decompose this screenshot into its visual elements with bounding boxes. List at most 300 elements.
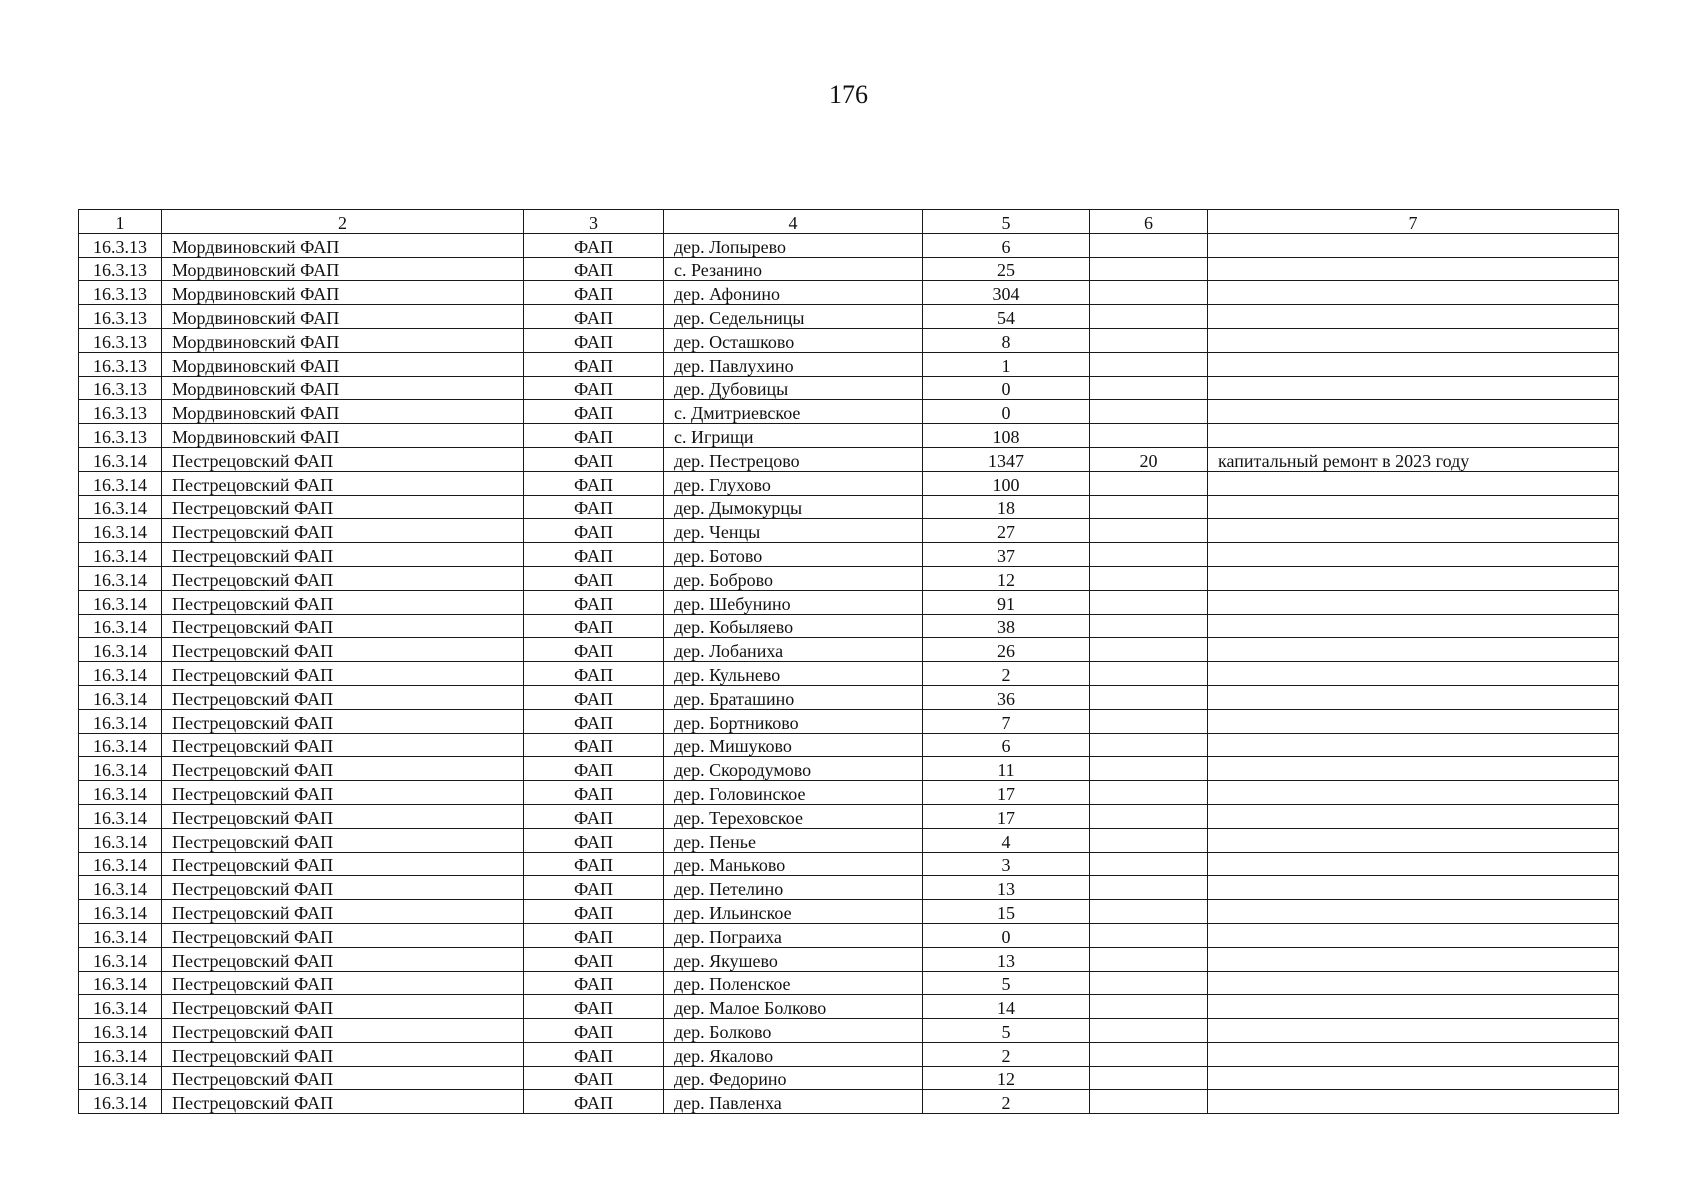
facility-type-cell: ФАП [524, 685, 664, 709]
col-6-value-cell [1090, 352, 1208, 376]
row-code-cell: 16.3.14 [79, 828, 162, 852]
facility-type-cell: ФАП [524, 447, 664, 471]
facility-name-cell: Пестрецовский ФАП [162, 852, 524, 876]
facility-type-cell: ФАП [524, 1042, 664, 1066]
header-col-7: 7 [1208, 210, 1619, 234]
settlement-cell: дер. Бортниково [664, 709, 923, 733]
facilities-table [78, 209, 1619, 1114]
row-code-cell: 16.3.14 [79, 1019, 162, 1043]
table-row [79, 447, 1619, 471]
facility-type-cell: ФАП [524, 804, 664, 828]
table-row [79, 900, 1619, 924]
row-code-cell: 16.3.14 [79, 971, 162, 995]
settlement-cell: дер. Федорино [664, 1066, 923, 1090]
facility-type-cell: ФАП [524, 328, 664, 352]
col-6-value-cell [1090, 733, 1208, 757]
note-cell [1208, 709, 1619, 733]
facility-name-cell: Пестрецовский ФАП [162, 1042, 524, 1066]
col-6-value-cell [1090, 923, 1208, 947]
table-row [79, 923, 1619, 947]
row-code-cell: 16.3.14 [79, 995, 162, 1019]
col-6-value-cell [1090, 1019, 1208, 1043]
facility-type-cell: ФАП [524, 519, 664, 543]
row-code-cell: 16.3.14 [79, 709, 162, 733]
page-number: 176 [829, 80, 868, 109]
facility-name-cell: Пестрецовский ФАП [162, 781, 524, 805]
col-6-value-cell [1090, 947, 1208, 971]
note-cell [1208, 804, 1619, 828]
table-row [79, 376, 1619, 400]
note-cell [1208, 233, 1619, 257]
settlement-cell: дер. Малое Болково [664, 995, 923, 1019]
note-cell [1208, 947, 1619, 971]
facility-name-cell: Мордвиновский ФАП [162, 400, 524, 424]
table-row [79, 804, 1619, 828]
population-cell: 12 [923, 566, 1090, 590]
col-6-value-cell [1090, 495, 1208, 519]
header-col-4: 4 [664, 210, 923, 234]
population-cell: 13 [923, 876, 1090, 900]
facility-type-cell: ФАП [524, 257, 664, 281]
facility-type-cell: ФАП [524, 400, 664, 424]
header-col-1: 1 [79, 210, 162, 234]
table-row [79, 757, 1619, 781]
note-cell [1208, 900, 1619, 924]
col-6-value-cell [1090, 1042, 1208, 1066]
population-cell: 6 [923, 233, 1090, 257]
settlement-cell: дер. Кобыляево [664, 614, 923, 638]
facility-name-cell: Пестрецовский ФАП [162, 662, 524, 686]
facility-type-cell: ФАП [524, 471, 664, 495]
row-code-cell: 16.3.14 [79, 495, 162, 519]
note-cell [1208, 971, 1619, 995]
col-6-value-cell [1090, 376, 1208, 400]
facility-type-cell: ФАП [524, 590, 664, 614]
facility-type-cell: ФАП [524, 995, 664, 1019]
row-code-cell: 16.3.13 [79, 257, 162, 281]
row-code-cell: 16.3.14 [79, 900, 162, 924]
col-6-value-cell [1090, 995, 1208, 1019]
header-col-3: 3 [524, 210, 664, 234]
population-cell: 304 [923, 281, 1090, 305]
facility-type-cell: ФАП [524, 757, 664, 781]
note-cell [1208, 352, 1619, 376]
col-6-value-cell [1090, 257, 1208, 281]
facility-name-cell: Мордвиновский ФАП [162, 305, 524, 329]
col-6-value-cell [1090, 281, 1208, 305]
facility-name-cell: Пестрецовский ФАП [162, 757, 524, 781]
facility-name-cell: Пестрецовский ФАП [162, 447, 524, 471]
table-row [79, 876, 1619, 900]
col-6-value-cell [1090, 852, 1208, 876]
population-cell: 108 [923, 424, 1090, 448]
settlement-cell: дер. Дымокурцы [664, 495, 923, 519]
col-6-value-cell [1090, 781, 1208, 805]
header-col-6: 6 [1090, 210, 1208, 234]
settlement-cell: дер. Петелино [664, 876, 923, 900]
col-6-value-cell [1090, 519, 1208, 543]
facility-name-cell: Мордвиновский ФАП [162, 424, 524, 448]
note-cell [1208, 376, 1619, 400]
facility-type-cell: ФАП [524, 900, 664, 924]
facility-type-cell: ФАП [524, 1019, 664, 1043]
settlement-cell: дер. Боброво [664, 566, 923, 590]
settlement-cell: дер. Осташково [664, 328, 923, 352]
table-row [79, 709, 1619, 733]
settlement-cell: дер. Кульнево [664, 662, 923, 686]
population-cell: 7 [923, 709, 1090, 733]
note-cell: капитальный ремонт в 2023 году [1208, 447, 1619, 471]
population-cell: 5 [923, 1019, 1090, 1043]
facility-type-cell: ФАП [524, 281, 664, 305]
facility-name-cell: Пестрецовский ФАП [162, 1019, 524, 1043]
col-6-value-cell [1090, 828, 1208, 852]
row-code-cell: 16.3.14 [79, 614, 162, 638]
table-row [79, 1019, 1619, 1043]
note-cell [1208, 471, 1619, 495]
table-row [79, 733, 1619, 757]
col-6-value-cell [1090, 566, 1208, 590]
population-cell: 17 [923, 804, 1090, 828]
table-row [79, 495, 1619, 519]
row-code-cell: 16.3.13 [79, 376, 162, 400]
note-cell [1208, 923, 1619, 947]
facility-name-cell: Пестрецовский ФАП [162, 828, 524, 852]
facility-name-cell: Пестрецовский ФАП [162, 900, 524, 924]
note-cell [1208, 328, 1619, 352]
note-cell [1208, 638, 1619, 662]
population-cell: 1 [923, 352, 1090, 376]
table-row [79, 328, 1619, 352]
note-cell [1208, 852, 1619, 876]
facility-type-cell: ФАП [524, 352, 664, 376]
settlement-cell: дер. Лобаниха [664, 638, 923, 662]
header-row [79, 210, 1619, 234]
facility-type-cell: ФАП [524, 1090, 664, 1114]
facility-type-cell: ФАП [524, 305, 664, 329]
note-cell [1208, 257, 1619, 281]
table-row [79, 400, 1619, 424]
settlement-cell: дер. Головинское [664, 781, 923, 805]
settlement-cell: дер. Браташино [664, 685, 923, 709]
settlement-cell: дер. Ченцы [664, 519, 923, 543]
row-code-cell: 16.3.14 [79, 781, 162, 805]
row-code-cell: 16.3.13 [79, 328, 162, 352]
facility-name-cell: Пестрецовский ФАП [162, 519, 524, 543]
table-row [79, 971, 1619, 995]
facility-name-cell: Мордвиновский ФАП [162, 352, 524, 376]
row-code-cell: 16.3.14 [79, 733, 162, 757]
row-code-cell: 16.3.14 [79, 1042, 162, 1066]
settlement-cell: дер. Седельницы [664, 305, 923, 329]
col-6-value-cell [1090, 1090, 1208, 1114]
note-cell [1208, 876, 1619, 900]
table-row [79, 1066, 1619, 1090]
facility-type-cell: ФАП [524, 876, 664, 900]
population-cell: 1347 [923, 447, 1090, 471]
population-cell: 2 [923, 1042, 1090, 1066]
facility-name-cell: Пестрецовский ФАП [162, 709, 524, 733]
note-cell [1208, 566, 1619, 590]
settlement-cell: дер. Павленха [664, 1090, 923, 1114]
settlement-cell: с. Игрищи [664, 424, 923, 448]
row-code-cell: 16.3.14 [79, 543, 162, 567]
settlement-cell: дер. Болково [664, 1019, 923, 1043]
facility-type-cell: ФАП [524, 638, 664, 662]
facility-name-cell: Пестрецовский ФАП [162, 804, 524, 828]
facility-type-cell: ФАП [524, 828, 664, 852]
row-code-cell: 16.3.14 [79, 804, 162, 828]
table-row [79, 947, 1619, 971]
note-cell [1208, 828, 1619, 852]
row-code-cell: 16.3.14 [79, 590, 162, 614]
col-6-value-cell [1090, 424, 1208, 448]
col-6-value-cell [1090, 804, 1208, 828]
population-cell: 54 [923, 305, 1090, 329]
population-cell: 18 [923, 495, 1090, 519]
row-code-cell: 16.3.14 [79, 876, 162, 900]
table-row [79, 1090, 1619, 1114]
col-6-value-cell [1090, 590, 1208, 614]
col-6-value-cell [1090, 638, 1208, 662]
settlement-cell: с. Резанино [664, 257, 923, 281]
table-row [79, 828, 1619, 852]
table-row [79, 281, 1619, 305]
table-header [79, 210, 1619, 234]
population-cell: 12 [923, 1066, 1090, 1090]
facility-name-cell: Пестрецовский ФАП [162, 685, 524, 709]
col-6-value-cell [1090, 971, 1208, 995]
settlement-cell: с. Дмитриевское [664, 400, 923, 424]
facility-type-cell: ФАП [524, 543, 664, 567]
note-cell [1208, 614, 1619, 638]
facility-name-cell: Мордвиновский ФАП [162, 233, 524, 257]
facility-type-cell: ФАП [524, 733, 664, 757]
settlement-cell: дер. Лопырево [664, 233, 923, 257]
col-6-value-cell [1090, 328, 1208, 352]
facility-type-cell: ФАП [524, 1066, 664, 1090]
table-row [79, 852, 1619, 876]
facility-name-cell: Мордвиновский ФАП [162, 328, 524, 352]
row-code-cell: 16.3.13 [79, 400, 162, 424]
row-code-cell: 16.3.13 [79, 305, 162, 329]
settlement-cell: дер. Тереховское [664, 804, 923, 828]
row-code-cell: 16.3.13 [79, 352, 162, 376]
note-cell [1208, 662, 1619, 686]
settlement-cell: дер. Якалово [664, 1042, 923, 1066]
row-code-cell: 16.3.14 [79, 757, 162, 781]
col-6-value-cell [1090, 233, 1208, 257]
table-row [79, 352, 1619, 376]
facility-type-cell: ФАП [524, 923, 664, 947]
note-cell [1208, 781, 1619, 805]
population-cell: 11 [923, 757, 1090, 781]
col-6-value-cell [1090, 876, 1208, 900]
table-body [79, 233, 1619, 1113]
header-col-2: 2 [162, 210, 524, 234]
population-cell: 5 [923, 971, 1090, 995]
table-row [79, 233, 1619, 257]
settlement-cell: дер. Якушево [664, 947, 923, 971]
table-row [79, 1042, 1619, 1066]
facility-type-cell: ФАП [524, 233, 664, 257]
population-cell: 0 [923, 400, 1090, 424]
facility-name-cell: Пестрецовский ФАП [162, 614, 524, 638]
table-row [79, 781, 1619, 805]
facility-name-cell: Пестрецовский ФАП [162, 495, 524, 519]
facility-name-cell: Пестрецовский ФАП [162, 471, 524, 495]
population-cell: 2 [923, 662, 1090, 686]
table-row [79, 305, 1619, 329]
col-6-value-cell [1090, 471, 1208, 495]
row-code-cell: 16.3.14 [79, 1090, 162, 1114]
col-6-value-cell [1090, 757, 1208, 781]
row-code-cell: 16.3.14 [79, 519, 162, 543]
population-cell: 25 [923, 257, 1090, 281]
note-cell [1208, 995, 1619, 1019]
row-code-cell: 16.3.14 [79, 566, 162, 590]
population-cell: 27 [923, 519, 1090, 543]
note-cell [1208, 424, 1619, 448]
row-code-cell: 16.3.14 [79, 1066, 162, 1090]
table-row [79, 519, 1619, 543]
facility-name-cell: Мордвиновский ФАП [162, 281, 524, 305]
note-cell [1208, 1066, 1619, 1090]
table-row [79, 590, 1619, 614]
table-row [79, 424, 1619, 448]
row-code-cell: 16.3.14 [79, 662, 162, 686]
population-cell: 37 [923, 543, 1090, 567]
facility-type-cell: ФАП [524, 947, 664, 971]
table-row [79, 614, 1619, 638]
note-cell [1208, 1042, 1619, 1066]
col-6-value-cell [1090, 709, 1208, 733]
population-cell: 14 [923, 995, 1090, 1019]
note-cell [1208, 757, 1619, 781]
row-code-cell: 16.3.14 [79, 638, 162, 662]
table-row [79, 995, 1619, 1019]
settlement-cell: дер. Скородумово [664, 757, 923, 781]
population-cell: 3 [923, 852, 1090, 876]
col-6-value-cell [1090, 662, 1208, 686]
facility-name-cell: Пестрецовский ФАП [162, 923, 524, 947]
population-cell: 8 [923, 328, 1090, 352]
col-6-value-cell [1090, 400, 1208, 424]
note-cell [1208, 400, 1619, 424]
facility-name-cell: Пестрецовский ФАП [162, 543, 524, 567]
settlement-cell: дер. Пенье [664, 828, 923, 852]
table-row [79, 685, 1619, 709]
settlement-cell: дер. Павлухино [664, 352, 923, 376]
facility-name-cell: Мордвиновский ФАП [162, 257, 524, 281]
settlement-cell: дер. Глухово [664, 471, 923, 495]
row-code-cell: 16.3.13 [79, 424, 162, 448]
settlement-cell: дер. Ильинское [664, 900, 923, 924]
population-cell: 100 [923, 471, 1090, 495]
facility-name-cell: Пестрецовский ФАП [162, 876, 524, 900]
population-cell: 26 [923, 638, 1090, 662]
population-cell: 4 [923, 828, 1090, 852]
table-row [79, 543, 1619, 567]
row-code-cell: 16.3.14 [79, 923, 162, 947]
note-cell [1208, 1090, 1619, 1114]
col-6-value-cell [1090, 900, 1208, 924]
population-cell: 36 [923, 685, 1090, 709]
facility-type-cell: ФАП [524, 495, 664, 519]
note-cell [1208, 1019, 1619, 1043]
row-code-cell: 16.3.14 [79, 685, 162, 709]
population-cell: 13 [923, 947, 1090, 971]
facility-name-cell: Мордвиновский ФАП [162, 376, 524, 400]
note-cell [1208, 733, 1619, 757]
note-cell [1208, 590, 1619, 614]
col-6-value-cell [1090, 685, 1208, 709]
table-row [79, 257, 1619, 281]
facility-type-cell: ФАП [524, 376, 664, 400]
settlement-cell: дер. Пестрецово [664, 447, 923, 471]
col-6-value-cell [1090, 1066, 1208, 1090]
note-cell [1208, 519, 1619, 543]
facility-name-cell: Пестрецовский ФАП [162, 1090, 524, 1114]
facility-type-cell: ФАП [524, 614, 664, 638]
col-6-value-cell [1090, 614, 1208, 638]
table-row [79, 471, 1619, 495]
row-code-cell: 16.3.14 [79, 947, 162, 971]
population-cell: 17 [923, 781, 1090, 805]
settlement-cell: дер. Ботово [664, 543, 923, 567]
facility-type-cell: ФАП [524, 662, 664, 686]
facility-name-cell: Пестрецовский ФАП [162, 1066, 524, 1090]
population-cell: 2 [923, 1090, 1090, 1114]
settlement-cell: дер. Мишуково [664, 733, 923, 757]
facility-name-cell: Пестрецовский ФАП [162, 566, 524, 590]
facility-name-cell: Пестрецовский ФАП [162, 733, 524, 757]
note-cell [1208, 543, 1619, 567]
facility-type-cell: ФАП [524, 709, 664, 733]
col-6-value-cell: 20 [1090, 447, 1208, 471]
facility-name-cell: Пестрецовский ФАП [162, 590, 524, 614]
table-row [79, 662, 1619, 686]
header-col-5: 5 [923, 210, 1090, 234]
facility-name-cell: Пестрецовский ФАП [162, 995, 524, 1019]
settlement-cell: дер. Афонино [664, 281, 923, 305]
facility-name-cell: Пестрецовский ФАП [162, 971, 524, 995]
population-cell: 91 [923, 590, 1090, 614]
note-cell [1208, 305, 1619, 329]
row-code-cell: 16.3.14 [79, 852, 162, 876]
population-cell: 38 [923, 614, 1090, 638]
settlement-cell: дер. Маньково [664, 852, 923, 876]
population-cell: 0 [923, 376, 1090, 400]
facility-name-cell: Пестрецовский ФАП [162, 947, 524, 971]
facility-type-cell: ФАП [524, 971, 664, 995]
row-code-cell: 16.3.13 [79, 281, 162, 305]
population-cell: 0 [923, 923, 1090, 947]
col-6-value-cell [1090, 305, 1208, 329]
facility-type-cell: ФАП [524, 566, 664, 590]
table-row [79, 638, 1619, 662]
settlement-cell: дер. Поленское [664, 971, 923, 995]
facility-name-cell: Пестрецовский ФАП [162, 638, 524, 662]
row-code-cell: 16.3.14 [79, 471, 162, 495]
facility-type-cell: ФАП [524, 424, 664, 448]
settlement-cell: дер. Пограиха [664, 923, 923, 947]
facility-type-cell: ФАП [524, 781, 664, 805]
facility-type-cell: ФАП [524, 852, 664, 876]
settlement-cell: дер. Дубовицы [664, 376, 923, 400]
row-code-cell: 16.3.14 [79, 447, 162, 471]
population-cell: 6 [923, 733, 1090, 757]
